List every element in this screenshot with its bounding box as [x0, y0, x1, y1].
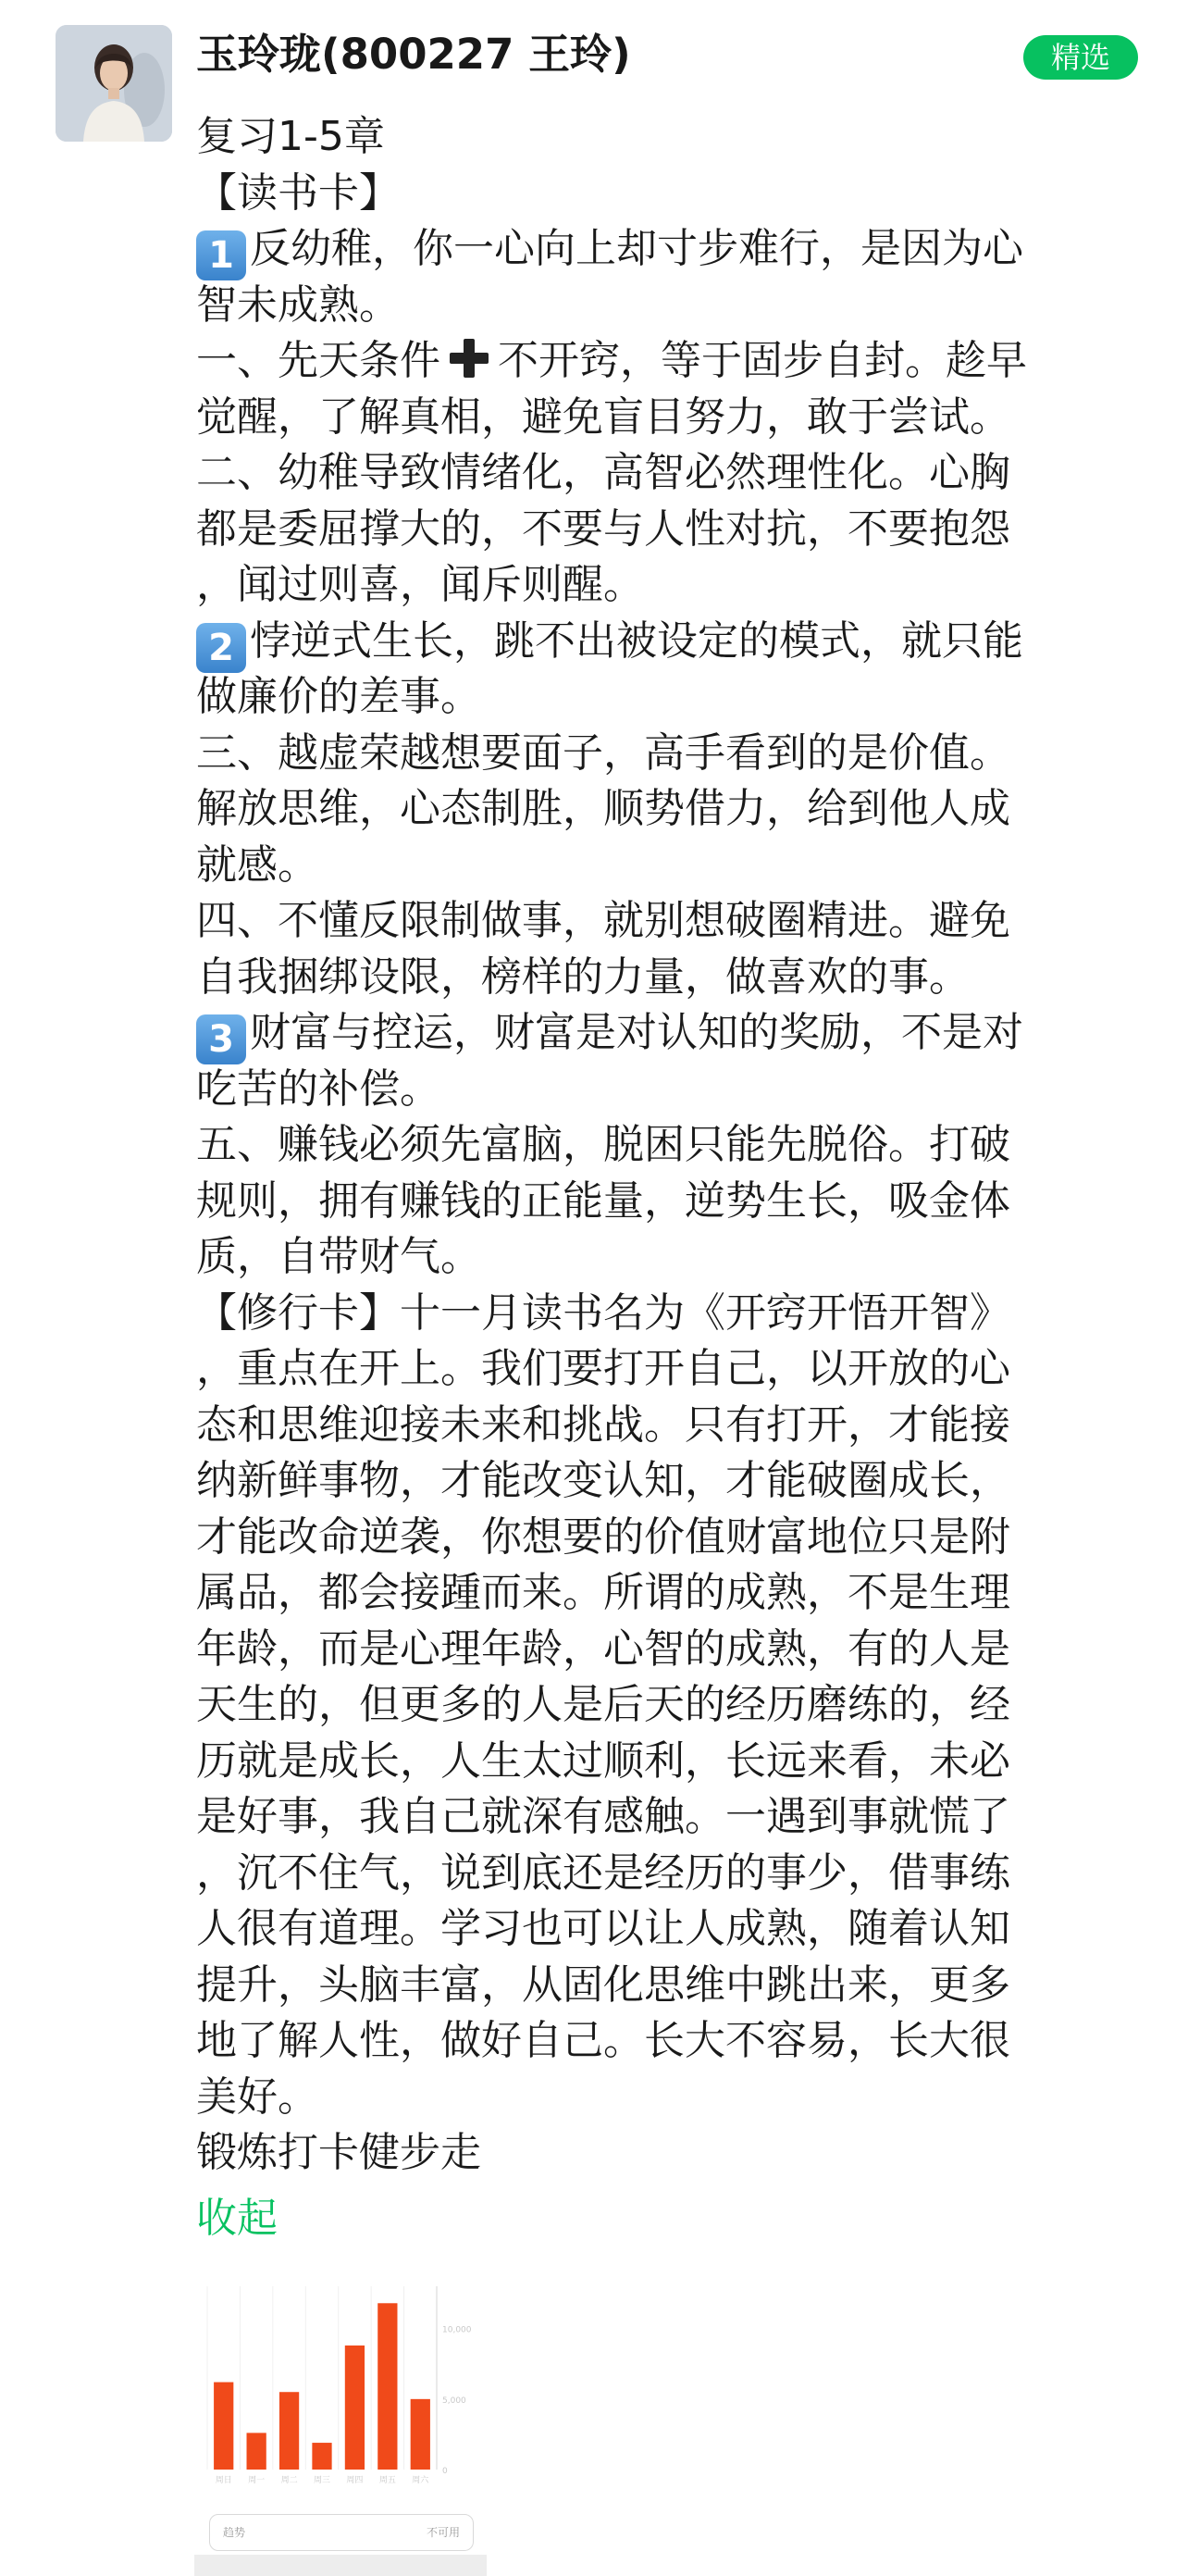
collapse-link[interactable]: 收起: [196, 2195, 278, 2242]
chart-bar: [214, 2383, 233, 2470]
post-text-line: [196, 838, 1131, 894]
post-text-segment: 历就是成长，人生太过顺利，长远来看，未必: [196, 1736, 1010, 1785]
post-text-line: [196, 1510, 1131, 1566]
chart-x-tick-label: 周六: [412, 2476, 429, 2485]
chart-y-tick-label: 5,000: [442, 2396, 466, 2406]
post-text-segment: 二、幼稚导致情绪化，高智必然理性化。心胸: [196, 449, 1010, 496]
post-text-segment: ，重点在开上。我们要打开自己，以开放的心: [196, 1345, 1010, 1392]
post-text-line: [196, 893, 1131, 950]
post-text-line: [196, 445, 1131, 502]
post-text-line: [196, 278, 1131, 334]
post-text-line: [196, 1677, 1131, 1734]
post-text-segment: 复习1-5章: [196, 113, 385, 160]
post-text-line: [196, 2013, 1131, 2070]
post-text-line: [196, 1286, 1131, 1342]
keycap-number-icon: 3: [196, 1014, 246, 1064]
post-text-segment: 天生的，但更多的人是后天的经历磨练的，经: [196, 1681, 1010, 1728]
step-bar-chart: [194, 2277, 490, 2508]
keycap-number-icon: 1: [196, 230, 246, 280]
post-text-segment: 属品，都会接踵而来。所谓的成熟，不是生理: [196, 1569, 1010, 1616]
post-text-segment: 【读书卡】: [196, 168, 400, 217]
post-text-line: [196, 950, 1131, 1006]
post-text-segment: 反幼稚，你一心向上却寸步难行，是因为心: [250, 225, 1023, 272]
post-text-line: [196, 109, 1131, 166]
post-text-line: [196, 390, 1131, 446]
post-text-segment: 态和思维迎接未来和挑战。只有打开，才能接: [196, 1400, 1010, 1449]
post-text-segment: 纳新鲜事物，才能改变认知，才能破圈成长，: [196, 1457, 1010, 1504]
post-text-line: [196, 781, 1131, 838]
chart-x-tick-label: 周一: [248, 2476, 266, 2485]
post-text-line: [196, 1565, 1131, 1622]
post-text-segment: 美好。: [196, 2072, 318, 2121]
avatar[interactable]: [56, 25, 172, 142]
post-text-segment: 财富与控运，财富是对认知的奖励，不是对: [250, 1009, 1023, 1056]
post-text-line: [196, 2125, 1131, 2182]
post-text-segment: 都是委屈撑大的，不要与人性对抗，不要抱怨: [196, 504, 1010, 553]
post-text-line: [196, 557, 1131, 614]
post-text-line: [196, 1174, 1131, 1230]
post-text-segment: 悖逆式生长，跳不出被设定的模式，就只能: [250, 616, 1023, 665]
chart-footer: [209, 2514, 474, 2551]
post-text-line: [196, 1117, 1131, 1174]
chart-x-tick-label: 周五: [378, 2476, 396, 2485]
post-text-line: [196, 1622, 1131, 1678]
post-text-line: [196, 1005, 1131, 1062]
chart-bar: [312, 2443, 331, 2470]
post-text-segment: 锻炼打卡健步走: [196, 2129, 481, 2176]
post-text-line: [196, 1789, 1131, 1846]
post-text-segment: 地了解人性，做好自己。长大不容易，长大很: [196, 2017, 1010, 2064]
step-chart-thumbnail[interactable]: [194, 2277, 490, 2576]
post-text-segment: 吃苦的补偿。: [196, 1064, 440, 1113]
post-text-segment: 解放思维，心态制胜，顺势借力，给到他人成: [196, 785, 1010, 832]
post-text-line: [196, 221, 1131, 278]
username[interactable]: 玉玲珑(800227 王玲): [196, 30, 631, 79]
post-content: [196, 109, 1131, 2182]
featured-badge: 精选: [1023, 35, 1138, 80]
post-text-segment: ，沉不住气，说到底还是经历的事少，借事练: [196, 1848, 1010, 1897]
post-text-line: [196, 333, 1131, 390]
chart-bar: [377, 2303, 397, 2470]
post-text-line: [196, 1453, 1131, 1510]
chart-footer-left: 趋势: [223, 2526, 246, 2539]
chart-bar: [279, 2392, 299, 2470]
post-text-segment: 就感。: [196, 840, 318, 889]
post-text-segment: 一、先天条件: [196, 337, 440, 384]
post-text-line: [196, 1062, 1131, 1118]
post-text-line: [196, 1846, 1131, 1902]
post-text-line: [196, 166, 1131, 222]
post-text-line: [196, 614, 1131, 670]
post-text-segment: 年龄，而是心理年龄，心智的成熟，有的人是: [196, 1624, 1010, 1673]
thumbnail-bottom-strip: [194, 2555, 487, 2576]
chart-x-tick-label: 周二: [280, 2476, 298, 2485]
post-text-segment: 觉醒，了解真相，避免盲目努力，敢于尝试。: [196, 392, 1010, 441]
post-text-segment: 五、赚钱必须先富脑，脱困只能先脱俗。打破: [196, 1121, 1010, 1168]
post-text-segment: 才能改命逆袭，你想要的价值财富地位只是附: [196, 1512, 1010, 1561]
post-text-segment: 人很有道理。学习也可以让人成熟，随着认知: [196, 1905, 1010, 1952]
post-text-line: [196, 669, 1131, 726]
post-text-segment: 三、越虚荣越想要面子，高手看到的是价值。: [196, 728, 1010, 777]
post-text-line: [196, 1398, 1131, 1454]
chart-bar: [411, 2399, 430, 2470]
post-text-line: [196, 1901, 1131, 1958]
avatar-portrait-image: [56, 25, 172, 142]
post-text-segment: 四、不懂反限制做事，就别想破圈精进。避免: [196, 897, 1010, 944]
chart-x-tick-label: 周四: [346, 2476, 364, 2485]
post-text-segment: 不开窍，等于固步自封。趁早: [498, 337, 1027, 384]
post-text-line: [196, 502, 1131, 558]
chart-x-tick-label: 周日: [215, 2476, 232, 2485]
chart-footer-right: 不可用: [426, 2526, 460, 2539]
post-text-segment: 提升，头脑丰富，从固化思维中跳出来，更多: [196, 1960, 1010, 2009]
post-text-line: [196, 1229, 1131, 1286]
keycap-number-icon: 2: [196, 623, 246, 673]
post-text-segment: ，闻过则喜，闻斥则醒。: [196, 561, 644, 608]
post-text-segment: 做廉价的差事。: [196, 673, 481, 720]
post-text-segment: 质，自带财气。: [196, 1233, 481, 1280]
plus-icon: [448, 337, 490, 380]
chart-x-tick-label: 周三: [313, 2476, 331, 2485]
chart-y-tick-label: 10,000: [442, 2325, 472, 2335]
post-text-segment: 规则，拥有赚钱的正能量，逆势生长，吸金体: [196, 1176, 1010, 1225]
chart-y-tick-label: 0: [442, 2467, 448, 2476]
chart-bar: [345, 2346, 365, 2470]
post-text-segment: 自我捆绑设限，榜样的力量，做喜欢的事。: [196, 952, 970, 1001]
post-text-line: [196, 2070, 1131, 2126]
post-text-segment: 【修行卡】十一月读书名为《开窍开悟开智》: [196, 1288, 1010, 1337]
post-text-line: [196, 1958, 1131, 2014]
post-text-line: [196, 726, 1131, 782]
chart-bar: [247, 2433, 266, 2470]
post-text-segment: 是好事，我自己就深有感触。一遇到事就慌了: [196, 1793, 1010, 1840]
post-text-line: [196, 1341, 1131, 1398]
post-text-segment: 智未成熟。: [196, 280, 400, 329]
post-text-line: [196, 1734, 1131, 1790]
